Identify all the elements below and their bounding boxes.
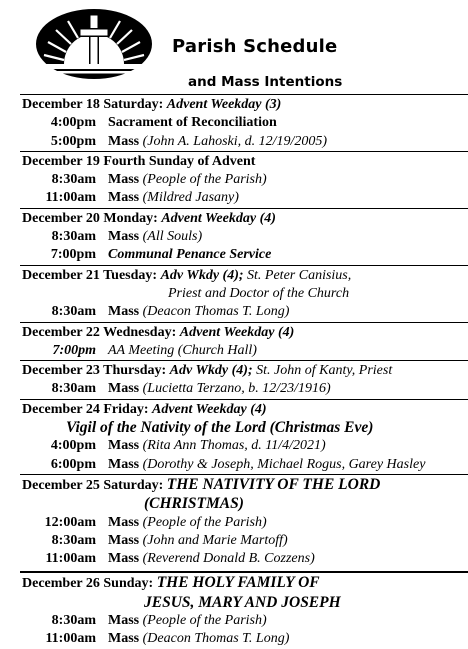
- day-feast: Advent Weekday (3): [166, 97, 282, 112]
- day-feast: Adv Wkdy (4);: [169, 363, 253, 379]
- entry-label: Mass: [108, 438, 140, 454]
- day-heading: [20, 267, 468, 285]
- day-block: [20, 571, 468, 648]
- entry-label: Mass: [108, 229, 140, 245]
- day-date: December 19 Fourth Sunday of Advent: [22, 153, 256, 169]
- entry-label: Mass: [108, 304, 140, 320]
- day-heading: [20, 210, 468, 228]
- schedule-entry: [20, 514, 468, 532]
- entry-label: Mass: [108, 613, 140, 629]
- entry-time: 4:00pm: [50, 438, 96, 454]
- entry-time: 7:00pm: [52, 342, 96, 358]
- schedule-entry: [20, 171, 468, 189]
- entry-detail: (People of the Parish): [142, 613, 267, 629]
- schedule-entry: [20, 114, 468, 132]
- day-note-continued: Priest and Doctor of the Church: [168, 285, 350, 301]
- day-block: [20, 151, 468, 208]
- day-block: [20, 360, 468, 399]
- day-block: [20, 474, 468, 568]
- entry-detail: (Rita Ann Thomas, d. 11/4/2021): [142, 438, 326, 454]
- entry-detail: (Mildred Jasany): [142, 190, 239, 206]
- entry-time: 12:00am: [44, 514, 96, 530]
- entry-time: 11:00am: [45, 551, 96, 567]
- day-block: [20, 94, 468, 151]
- day-heading: [20, 401, 468, 419]
- page-subtitle: and Mass Intentions: [188, 74, 343, 90]
- schedule: [20, 94, 468, 649]
- entry-detail: (Dorothy & Joseph, Michael Rogus, Garey Hasley: [142, 456, 426, 472]
- entry-detail: (All Souls): [142, 229, 203, 245]
- entry-detail: (John A. Lahoski, d. 12/19/2005): [142, 133, 328, 149]
- schedule-entry: [20, 532, 468, 550]
- entry-time: 5:00pm: [50, 133, 96, 149]
- schedule-entry: [20, 303, 468, 321]
- entry-label: Mass: [108, 514, 140, 530]
- entry-detail: (Deacon Thomas T. Long): [142, 304, 290, 320]
- day-feast-continued: JESUS, MARY AND JOSEPH: [144, 593, 341, 611]
- entry-time: 8:30am: [51, 532, 96, 548]
- entry-time: 8:30am: [51, 172, 96, 188]
- schedule-entry: [20, 380, 468, 398]
- entry-time: 11:00am: [45, 190, 96, 206]
- schedule-entry: [20, 228, 468, 246]
- day-date: December 26 Sunday:: [22, 576, 154, 592]
- day-heading: [20, 96, 468, 114]
- day-feast: Advent Weekday (4): [151, 401, 267, 417]
- entry-detail: (Deacon Thomas T. Long): [142, 631, 290, 647]
- day-feast: Advent Weekday (4): [161, 210, 276, 226]
- entry-label: Mass: [108, 133, 140, 149]
- day-date: December 25 Saturday:: [22, 477, 164, 493]
- day-feast-continued: (CHRISTMAS): [144, 495, 244, 513]
- header: [0, 0, 468, 96]
- cross-sunrise-logo: [34, 8, 154, 80]
- day-heading: [20, 574, 468, 593]
- day-date: December 22 Wednesday:: [22, 324, 177, 340]
- entry-label: Mass: [108, 190, 140, 206]
- schedule-entry: [20, 189, 468, 207]
- entry-detail: (Lucietta Terzano, b. 12/23/1916): [142, 381, 331, 397]
- day-date: December 18 Saturday:: [22, 97, 164, 112]
- entry-time: 8:30am: [51, 381, 96, 397]
- schedule-entry: [20, 630, 468, 648]
- entry-detail: (Church Hall): [177, 342, 257, 358]
- entry-label: Mass: [108, 551, 140, 567]
- entry-detail: (Reverend Donald B. Cozzens): [142, 551, 315, 567]
- entry-detail: (John and Marie Martoff): [142, 532, 288, 548]
- schedule-entry: [20, 246, 468, 264]
- schedule-entry: [20, 456, 468, 474]
- day-feast: THE HOLY FAMILY OF: [156, 574, 320, 592]
- entry-label: Mass: [108, 381, 140, 397]
- schedule-entry: [20, 437, 468, 455]
- entry-label: Mass: [108, 532, 140, 548]
- day-block: [20, 399, 468, 474]
- day-heading: [20, 324, 468, 342]
- schedule-entry: [20, 550, 468, 568]
- vigil-title: Vigil of the Nativity of the Lord (Christmas Eve): [66, 419, 374, 437]
- page-title: Parish Schedule: [172, 36, 338, 57]
- day-date: December 23 Thursday:: [22, 363, 167, 379]
- entry-time: 11:00am: [45, 631, 96, 647]
- day-block: [20, 208, 468, 265]
- entry-detail: (People of the Parish): [142, 172, 267, 188]
- schedule-entry: [20, 612, 468, 630]
- day-date: December 24 Friday:: [22, 401, 149, 417]
- day-note: St. John of Kanty, Priest: [256, 363, 393, 379]
- day-date: December 21 Tuesday:: [22, 267, 158, 283]
- day-block: [20, 265, 468, 322]
- day-note: St. Peter Canisius,: [247, 267, 352, 283]
- day-heading: [20, 153, 468, 171]
- entry-label: Communal Penance Service: [108, 247, 272, 263]
- schedule-entry: [20, 133, 468, 151]
- day-date: December 20 Monday:: [22, 210, 158, 226]
- entry-label: Mass: [108, 172, 140, 188]
- entry-label: AA Meeting: [108, 342, 175, 358]
- day-heading: [20, 476, 468, 495]
- schedule-entry: [20, 342, 468, 360]
- entry-label: Mass: [108, 456, 140, 472]
- entry-label: Mass: [108, 631, 140, 647]
- day-heading: [20, 362, 468, 380]
- entry-time: 6:00pm: [50, 456, 96, 472]
- day-feast: THE NATIVITY OF THE LORD: [166, 475, 381, 493]
- day-feast: Advent Weekday (4): [179, 324, 295, 340]
- entry-label: Sacrament of Reconciliation: [108, 115, 277, 131]
- entry-time: 4:00pm: [50, 115, 96, 131]
- entry-time: 7:00pm: [50, 247, 96, 263]
- entry-time: 8:30am: [51, 304, 96, 320]
- entry-time: 8:30am: [51, 613, 96, 629]
- entry-time: 8:30am: [51, 229, 96, 245]
- day-feast: Adv Wkdy (4);: [160, 267, 244, 283]
- day-block: [20, 322, 468, 361]
- entry-detail: (People of the Parish): [142, 514, 267, 530]
